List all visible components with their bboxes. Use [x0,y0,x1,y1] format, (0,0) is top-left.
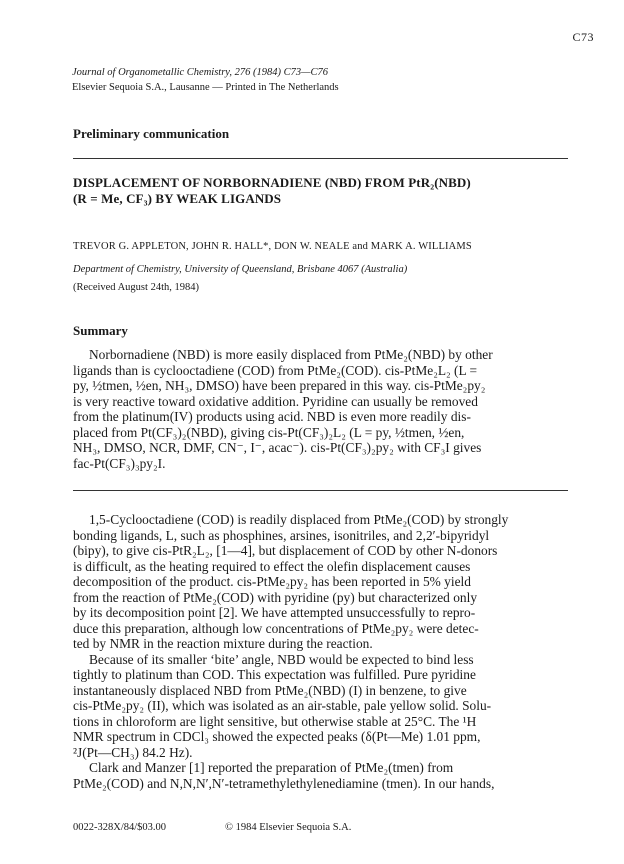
copyright: © 1984 Elsevier Sequoia S.A. [225,822,352,833]
body-line: tightly to platinum than COD. This expectation was fulfilled. Pure pyridine [73,667,476,682]
summary-line: fac-Pt(CF₃)₃py₂I. [73,455,166,471]
summary-line: is very reactive toward oxidative addition. Pyridine can usually be removed [73,393,478,409]
body-line: from the reaction of PtMe₂(COD) with pyridine (py) but characterized only [73,589,478,605]
journal-citation: Journal of Organometallic Chemistry, 276 (1984) C73—C76 [72,67,328,78]
summary-line: ligands than is cyclooctadiene (COD) from PtMe₂(COD). cis-PtMe₂L₂ (L = [73,362,478,378]
body-line: by its decomposition point [2]. We have attempted unsuccessfully to repro- [73,605,476,620]
summary-line: Norbornadiene (NBD) is more easily displaced from PtMe₂(NBD) by other [89,347,493,362]
received-date: (Received August 24th, 1984) [73,282,199,293]
body-line: duce this preparation, although low concentrations of PtMe₂py₂ were detec- [73,620,479,636]
body-line: ted by NMR in the reaction mixture during the reaction. [73,636,373,651]
page-number: C73 [572,30,594,44]
body-line: decomposition of the product. cis-PtMe₂py₂ has been reported in 5% yield [73,574,471,589]
title-line-1: DISPLACEMENT OF NORBORNADIENE (NBD) FROM PtR₂(NBD) [73,175,471,190]
page-footer [73,822,568,833]
body-line: cis-PtMe₂py₂ (II), which was isolated as an air-stable, pale yellow solid. Solu- [73,698,492,713]
authors: TREVOR G. APPLETON, JOHN R. HALL*, DON W. NEALE and MARK A. WILLIAMS [73,241,472,252]
body-line: PtMe₂(COD) and N,N,N′,N′-tetramethylethylenediamine (tmen). In our hands, [73,775,495,791]
journal-publisher: Elsevier Sequoia S.A., Lausanne — Printed in The Netherlands [72,82,339,93]
body-line: is difficult, as the heating required to effect the olefin displacement causes [73,558,471,574]
body-line: Because of its smaller ‘bite’ angle, NBD would be expected to bind less [89,651,474,667]
article-code: 0022-328X/84/$03.00 [73,822,167,833]
summary-heading: Summary [73,323,128,338]
section-label: Preliminary communication [73,126,230,141]
body-line: NMR spectrum in CDCl₃ showed the expected peaks (δ(Pt—Me) 1.01 ppm, [73,729,481,744]
body-line: 1,5-Cyclooctadiene (COD) is readily displaced from PtMe₂(COD) by strongly [89,512,509,527]
body-line: instantaneously displaced NBD from PtMe₂(NBD) (I) in benzene, to give [73,682,467,698]
body-line: bonding ligands, L, such as phosphines, arsines, isonitriles, and 2,2′-bipyridyl [73,527,490,543]
body-line: tions in chloroform are light sensitive, but otherwise stable at 25°C. The ¹H [73,713,477,729]
summary-line: NH₃, DMSO, NCR, DMF, CN⁻, I⁻, acac⁻). cis-Pt(CF₃)₂py₂ with CF₃I gives [73,440,482,455]
summary-rule [73,490,568,491]
title-line-2: (R = Me, CF₃) BY WEAK LIGANDS [73,191,282,206]
summary-line: from the platinum(IV) products using acid. NBD is even more readily dis- [73,409,471,424]
journal-header [72,65,552,95]
summary-abstract [73,347,568,471]
body-line: ²J(Pt—CH₃) 84.2 Hz). [73,744,193,760]
summary-line: py, ½tmen, ½en, NH₃, DMSO) have been prepared in this way. cis-PtMe₂py₂ [73,378,486,393]
article-title [73,175,573,207]
header-rule [73,158,568,159]
body-text [73,512,568,791]
body-line: (bipy), to give cis-PtR₂L₂, [1—4], but displacement of COD by other N-donors [73,543,498,558]
body-line: Clark and Manzer [1] reported the preparation of PtMe₂(tmen) from [89,760,454,775]
affiliation: Department of Chemistry, University of Queensland, Brisbane 4067 (Australia) [73,264,408,275]
summary-line: placed from Pt(CF₃)₂(NBD), giving cis-Pt(CF₃)₂L₂ (L = py, ½tmen, ½en, [73,424,465,440]
